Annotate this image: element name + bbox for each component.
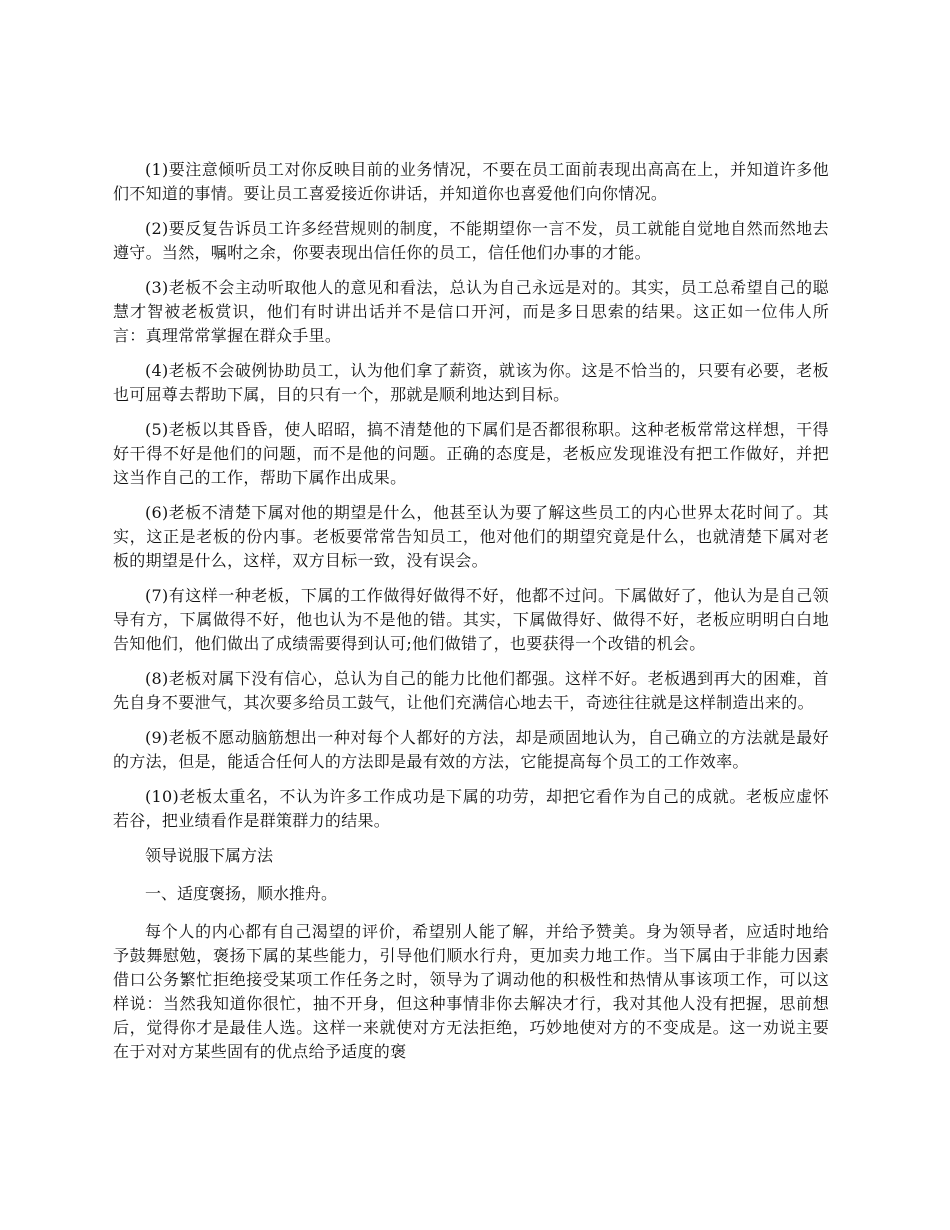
paragraph-7: (7)有这样一种老板，下属的工作做得好做得不好，他都不过问。下属做好了，他认为是自己领导有方，下属做得不好，他也认为不是他的错。其实，下属做得好、做得不好，老板应明明白白地告知他们，他们做出了成绩需要得到认可;他们做错了，也要获得一个改错的机会。	[113, 586, 829, 653]
subsection-title: 一、适度褒扬，顺水推舟。	[145, 884, 338, 903]
paragraph-5: (5)老板以其昏昏，使人昭昭，搞不清楚他的下属们是否都很称职。这种老板常常这样想，干得好干得不好是他们的问题，而不是他的问题。正确的态度是，老板应发现谁没有把工作做好，并把这当作自己的工作，帮助下属作出成果。	[113, 420, 829, 487]
paragraph-6: (6)老板不清楚下属对他的期望是什么，他甚至认为要了解这些员工的内心世界太花时间了。其实，这正是老板的份内事。老板要常常告知员工，他对他们的期望究竟是什么，也就清楚下属对老板的期望是什么，这样，双方目标一致，没有误会。	[113, 503, 829, 570]
final-paragraph: 每个人的内心都有自己渴望的评价，希望别人能了解，并给予赞美。身为领导者，应适时地给予鼓舞慰勉，褒扬下属的某些能力，引导他们顺水行舟，更加卖力地工作。当下属由于非能力因素借口公务繁忙拒绝接受某项工作任务之时，领导为了调动他的积极性和热情从事该项工作，可以这样说：当然我知道你很忙，抽不开身，但这种事情非你去解决才行，我对其他人没有把握，思前想后，觉得你才是最佳人选。这样一来就使对方无法拒绝，巧妙地使对方的不变成是。这一劝说主要在于对对方某些固有的优点给予适度的褒	[113, 922, 829, 1061]
paragraph-10: (10)老板太重名，不认为许多工作成功是下属的功劳，却把它看作为自己的成就。老板应虚怀若谷，把业绩看作是群策群力的结果。	[113, 787, 829, 830]
paragraph-4: (4)老板不会破例协助员工，认为他们拿了薪资，就该为你。这是不恰当的，只要有必要，老板也可屈尊去帮助下属，目的只有一个，那就是顺利地达到目标。	[113, 361, 829, 404]
section-title: 领导说服下属方法	[145, 846, 274, 865]
paragraph-3: (3)老板不会主动听取他人的意见和看法，总认为自己永远是对的。其实，员工总希望自己的聪慧才智被老板赏识，他们有时讲出话并不是信口开河，而是多日思索的结果。这正如一位伟人所言：真理常常掌握在群众手里。	[113, 278, 829, 345]
paragraph-2: (2)要反复告诉员工许多经营规则的制度，不能期望你一言不发，员工就能自觉地自然而然地去遵守。当然，嘱咐之余，你要表现出信任你的员工，信任他们办事的才能。	[113, 219, 829, 262]
paragraph-1: (1)要注意倾听员工对你反映目前的业务情况，不要在员工面前表现出高高在上，并知道许多他们不知道的事情。要让员工喜爱接近你讲话，并知道你也喜爱他们向你情况。	[113, 160, 829, 203]
paragraph-8: (8)老板对属下没有信心，总认为自己的能力比他们都强。这样不好。老板遇到再大的困难，首先自身不要泄气，其次要多给员工鼓气，让他们充满信心地去干，奇迹往往就是这样制造出来的。	[113, 669, 829, 712]
paragraph-9: (9)老板不愿动脑筋想出一种对每个人都好的方法，却是顽固地认为，自己确立的方法就是最好的方法，但是，能适合任何人的方法即是最有效的方法，它能提高每个员工的工作效率。	[113, 728, 829, 771]
document-page	[113, 158, 829, 1075]
